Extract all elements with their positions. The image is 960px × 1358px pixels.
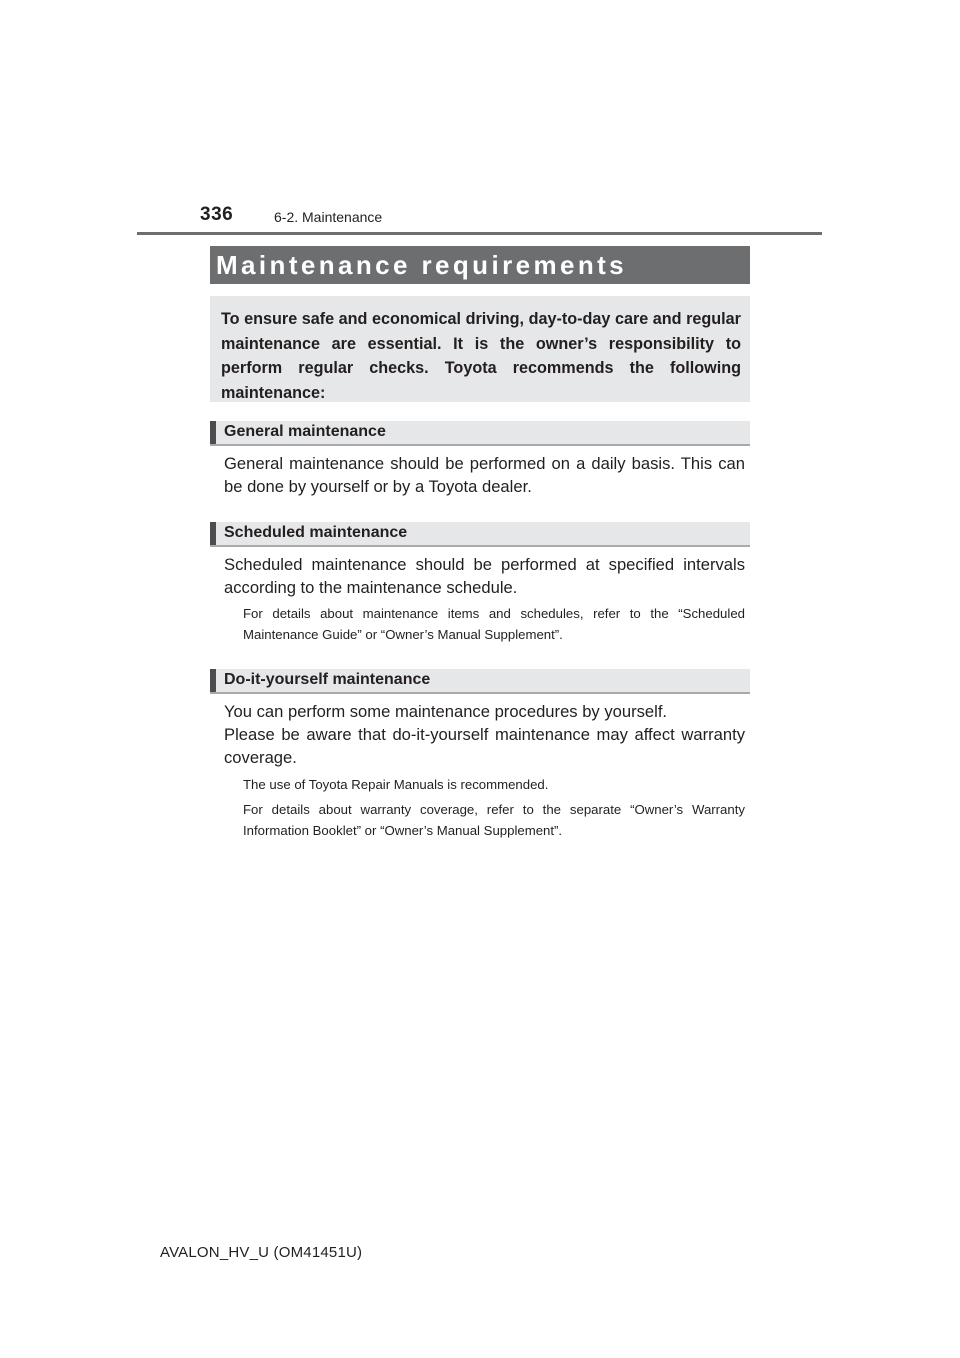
section-label: 6-2. Maintenance <box>274 209 383 225</box>
subhead-marker <box>210 669 216 692</box>
general-maintenance-text: General maintenance should be performed on a daily basis. This can be done by yourself or by a Toyota dealer. <box>224 454 745 496</box>
diy-maintenance-text-1: You can perform some maintenance procedures by yourself. <box>224 702 668 721</box>
diy-maintenance-note-1: The use of Toyota Repair Manuals is recommended. <box>243 777 549 792</box>
subhead-marker <box>210 421 216 444</box>
title-bar <box>210 246 750 284</box>
subhead-label: General maintenance <box>224 423 386 440</box>
page-title: Maintenance requirements <box>216 250 628 280</box>
scheduled-maintenance-note: For details about maintenance items and schedules, refer to the “Scheduled Maintenance Guide” or “Owner’s Manual Supplement”. <box>243 606 745 642</box>
diy-maintenance-text-2: Please be aware that do-it-yourself maintenance may affect warranty coverage. <box>224 725 745 767</box>
subhead-diy-maintenance <box>210 669 750 694</box>
subhead-scheduled-maintenance <box>210 522 750 547</box>
footer-model: AVALON_HV_U (OM41451U) <box>160 1244 363 1261</box>
page-number: 336 <box>200 204 234 225</box>
subhead-label: Do-it-yourself maintenance <box>224 671 431 688</box>
scheduled-maintenance-text: Scheduled maintenance should be performed at specified intervals according to the maintenance schedule. <box>224 555 745 597</box>
intro-box <box>210 296 750 402</box>
subhead-marker <box>210 522 216 545</box>
intro-text: To ensure safe and economical driving, day-to-day care and regular maintenance are essential. It is the owner’s responsibility to perform regular checks. Toyota recommends the following maintenance: <box>221 310 741 402</box>
diy-maintenance-note-2: For details about warranty coverage, refer to the separate “Owner’s Warranty Information Booklet” or “Owner’s Manual Supplement”. <box>243 802 745 838</box>
subhead-label: Scheduled maintenance <box>224 524 408 541</box>
header-rule <box>137 232 822 235</box>
subhead-general-maintenance <box>210 421 750 446</box>
